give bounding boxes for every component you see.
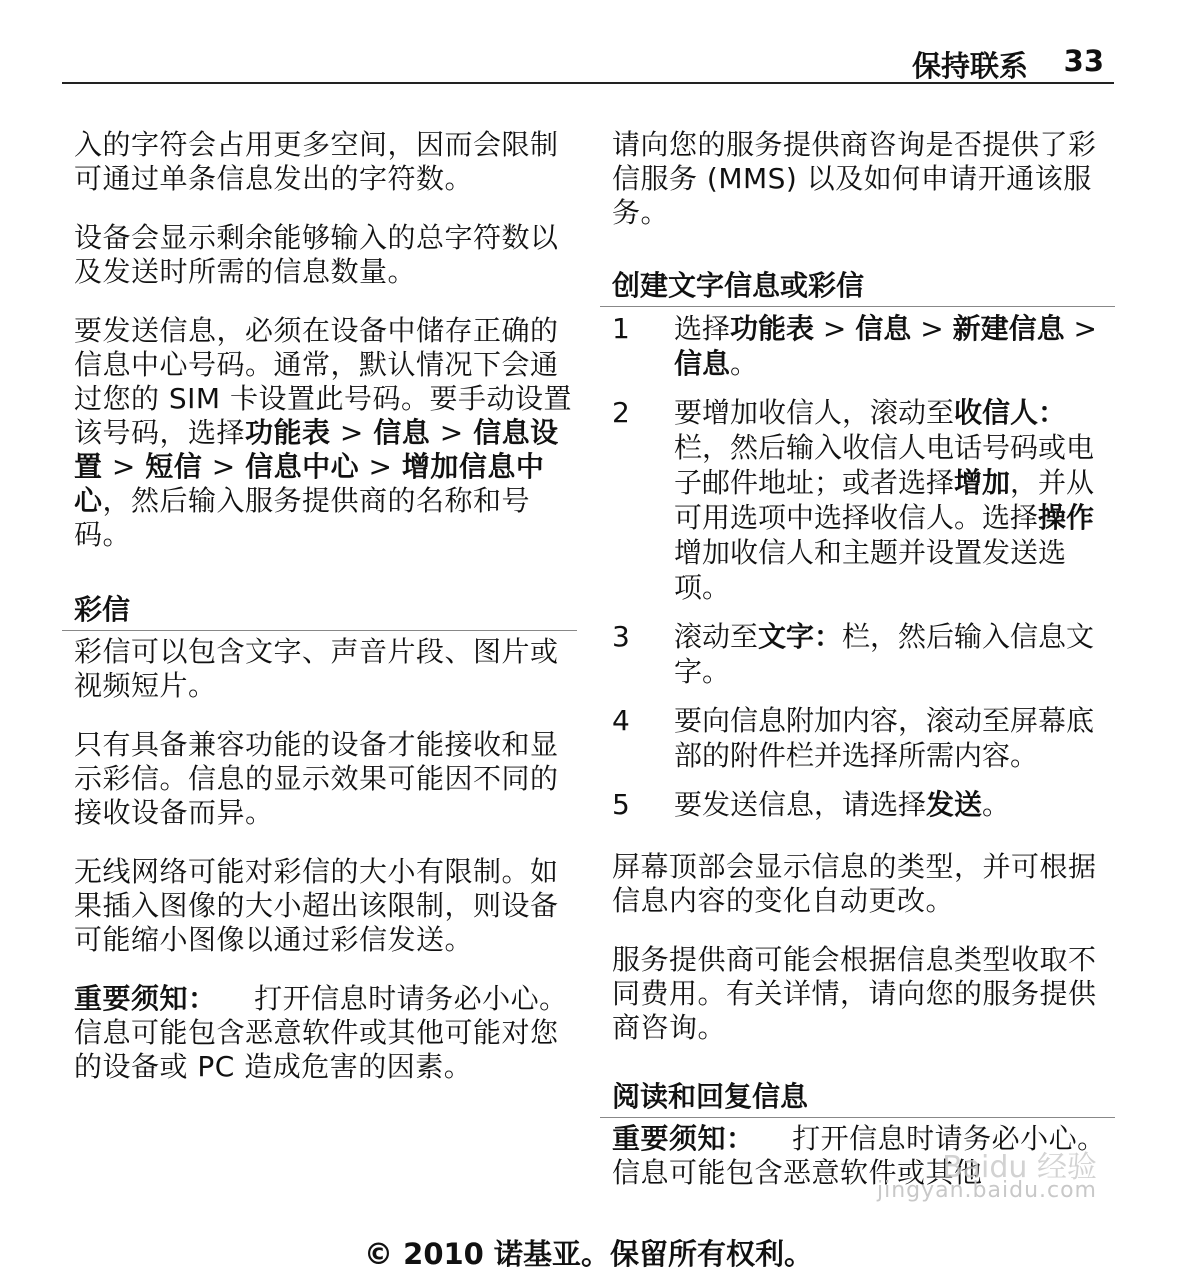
paragraph-settings: 要发送信息，必须在设备中储存正确的信息中心号码。通常，默认情况下会通过您的 SIM 卡设置此号码。要手动设置该号码，选择功能表 > 信息 > 信息设置 > 短信 > 信息中心 > 增加信息中心，然后输入服务提供商的名称和号码。: [74, 314, 572, 551]
paragraph: 服务提供商可能会根据信息类型收取不同费用。有关详情，请向您的服务提供商咨询。: [612, 943, 1097, 1044]
list-item: 3 滚动至文字：栏，然后输入信息文字。: [612, 620, 1095, 688]
steps-list: [600, 311, 1115, 822]
page-number: 33: [1063, 44, 1104, 78]
copyright-footer: © 2010 诺基亚。保留所有权利。: [364, 1237, 813, 1271]
list-item: 4 要向信息附加内容，滚动至屏幕底部的附件栏并选择所需内容。: [612, 704, 1095, 772]
right-column: [600, 128, 1115, 1215]
left-column: [62, 128, 577, 1109]
paragraph: 设备会显示剩余能够输入的总字符数以及发送时所需的信息数量。: [74, 221, 559, 288]
watermark-logo: Baidu 经验: [942, 1150, 1097, 1185]
page-header: [62, 44, 1114, 84]
section-heading-mms: 彩信: [62, 592, 577, 631]
paragraph: 只有具备兼容功能的设备才能接收和显示彩信。信息的显示效果可能因不同的接收设备而异。: [74, 728, 559, 829]
important-notice: 重要须知： 打开信息时请务必小心。信息可能包含恶意软件或其他可能对您的设备或 PC 造成危害的因素。: [74, 982, 568, 1083]
list-item: 1 选择功能表 > 信息 > 新建信息 > 信息。: [612, 312, 1097, 380]
section-heading-read: 阅读和回复信息: [600, 1079, 1115, 1118]
watermark-url: jingyan.baidu.com: [876, 1178, 1097, 1203]
paragraph: 入的字符会占用更多空间，因而会限制可通过单条信息发出的字符数。: [74, 128, 559, 195]
chapter-title: 保持联系: [911, 49, 1028, 83]
paragraph: 屏幕顶部会显示信息的类型，并可根据信息内容的变化自动更改。: [612, 850, 1097, 917]
paragraph: 请向您的服务提供商咨询是否提供了彩信服务 (MMS) 以及如何申请开通该服务。: [612, 128, 1097, 229]
paragraph: 无线网络可能对彩信的大小有限制。如果插入图像的大小超出该限制，则设备可能缩小图像以通过彩信发送。: [74, 855, 559, 956]
section-heading-create: 创建文字信息或彩信: [600, 268, 1115, 307]
list-item: 5 要发送信息，请选择发送。: [612, 788, 1011, 821]
important-notice: 重要须知： 打开信息时请务必小心。信息可能包含恶意软件或其他: [612, 1122, 1106, 1189]
paragraph: 彩信可以包含文字、声音片段、图片或视频短片。: [74, 635, 559, 702]
list-item: 2 要增加收信人，滚动至收信人：栏，然后输入收信人电话号码或电子邮件地址；或者选择增加，并从可用选项中选择收信人。选择操作增加收信人和主题并设置发送选项。: [612, 396, 1095, 604]
